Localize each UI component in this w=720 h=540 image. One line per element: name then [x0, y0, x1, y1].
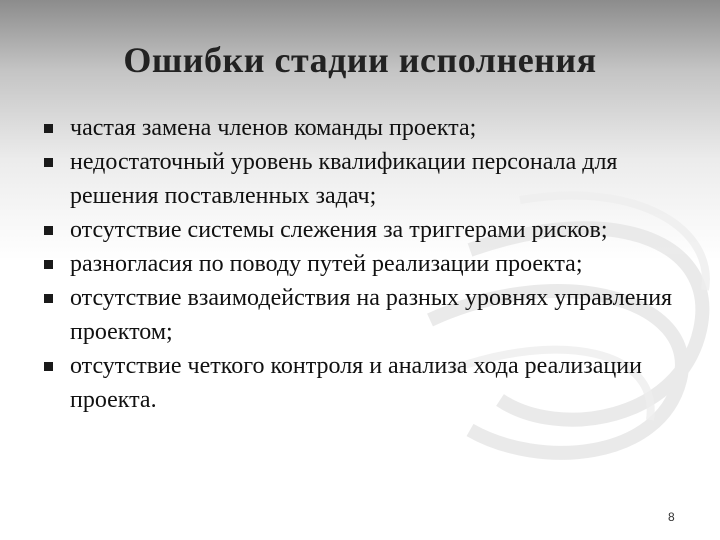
square-bullet-icon: [44, 226, 53, 235]
slide-title: Ошибки стадии исполнения: [123, 40, 597, 80]
bullet-item: [44, 281, 684, 349]
bullet-item: [44, 111, 684, 145]
bullet-item: [44, 213, 684, 247]
square-bullet-icon: [44, 260, 53, 269]
page-number: 8: [668, 510, 675, 524]
square-bullet-icon: [44, 124, 53, 133]
bullet-text: недостаточный уровень квалификации персонала для решения поставленных задач;: [70, 149, 618, 209]
bullet-item: [44, 145, 684, 213]
bullet-text: отсутствие системы слежения за триггерами рисков;: [70, 217, 608, 243]
bullet-text: разногласия по поводу путей реализации проекта;: [70, 251, 583, 277]
bullet-list: [44, 111, 684, 417]
bullet-item: [44, 349, 684, 417]
bullet-text: отсутствие взаимодействия на разных уровнях управления проектом;: [70, 285, 673, 345]
square-bullet-icon: [44, 294, 53, 303]
bullet-text: отсутствие четкого контроля и анализа хода реализации проекта.: [70, 353, 642, 413]
bullet-item: [44, 247, 684, 281]
bullet-text: частая замена членов команды проекта;: [70, 115, 477, 141]
square-bullet-icon: [44, 158, 53, 167]
square-bullet-icon: [44, 362, 53, 371]
